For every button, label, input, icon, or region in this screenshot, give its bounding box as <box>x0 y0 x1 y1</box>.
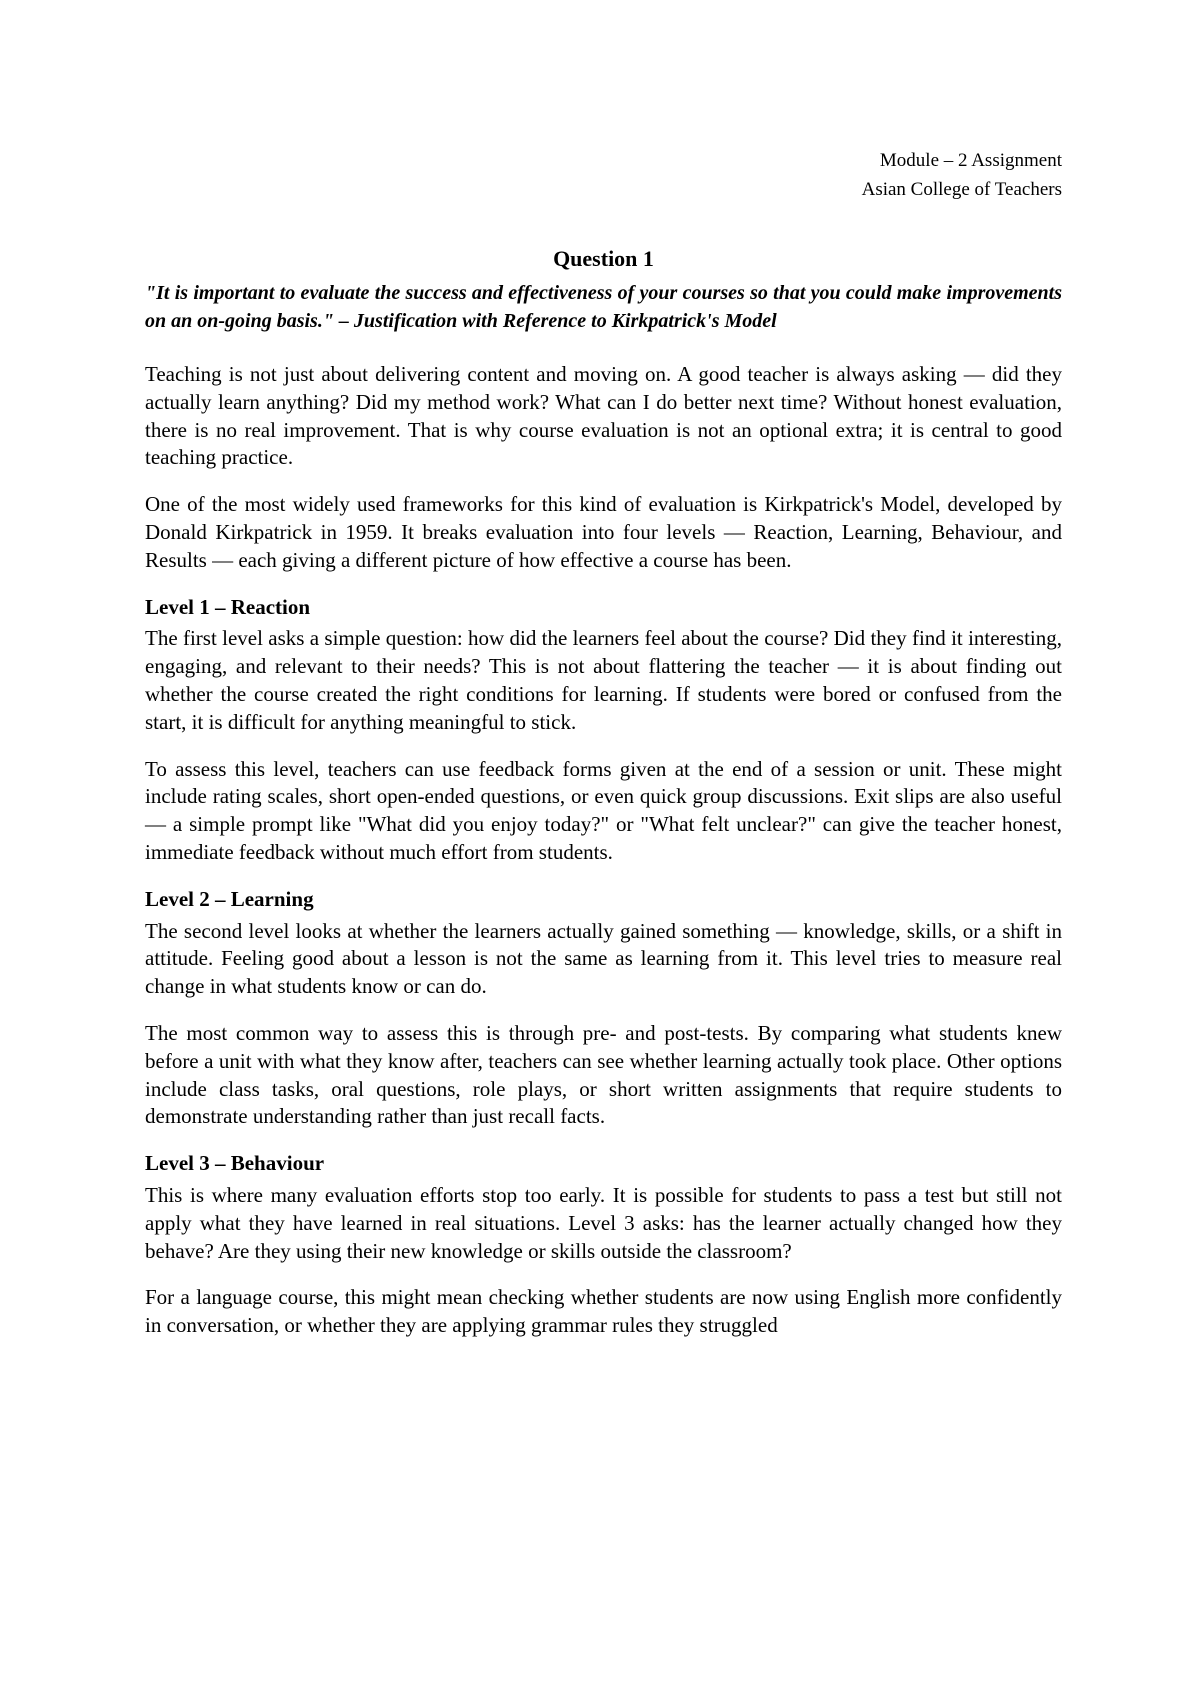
institution-label: Asian College of Teachers <box>861 179 1062 200</box>
question-title: Question 1 <box>553 246 654 271</box>
question-subtitle: "It is important to evaluate the success and effectiveness of your courses so that you could make improvements on an on-going basis." – Justification with Reference to Kirkpatrick's Model <box>145 282 1062 332</box>
document-header <box>862 146 1062 204</box>
level-1-paragraph-1: The first level asks a simple question: how did the learners feel about the course? Did they find it interesting, engaging, and relevant to their needs? This is not about flattering the teacher — it is about finding out whether the course created the right conditions for learning. If students were bored or confused from the start, it is difficult for anything meaningful to stick. <box>145 626 1062 734</box>
intro-paragraph-2: One of the most widely used frameworks for this kind of evaluation is Kirkpatrick's Model, developed by Donald Kirkpatrick in 1959. It breaks evaluation into four levels — Reaction, Learning, Behaviour, and Results — each giving a different picture of how effective a course has been. <box>145 492 1062 572</box>
level-2-heading: Level 2 – Learning <box>145 886 314 911</box>
level-2-paragraph-1: The second level looks at whether the learners actually gained something — knowledge, skills, or a shift in attitude. Feeling good about a lesson is not the same as learning from it. This level tries to measure real change in what students know or can do. <box>145 918 1062 999</box>
level-1-paragraph-2: To assess this level, teachers can use feedback forms given at the end of a session or unit. These might include rating scales, short open-ended questions, or even quick group discussions. Exit slips are also useful — a simple prompt like "What did you enjoy today?" or "What felt unclear?" can give the teacher honest, immediate feedback without much effort from students. <box>145 756 1062 864</box>
level-3-paragraph-1: This is where many evaluation efforts stop too early. It is possible for students to pass a test but still not apply what they have learned in real situations. Level 3 asks: has the learner actually changed how they behave? Are they using their new knowledge or skills outside the classroom? <box>145 1182 1062 1263</box>
level-2-paragraph-2: The most common way to assess this is through pre- and post-tests. By comparing what students knew before a unit with what they know after, teachers can see whether learning actually took place. Other options include class tasks, oral questions, role plays, or short written assignments that require students to demonstrate understanding rather than just recall facts. <box>145 1020 1062 1129</box>
document-body <box>145 245 1062 1359</box>
level-3-heading: Level 3 – Behaviour <box>145 1151 325 1176</box>
intro-paragraph-1: Teaching is not just about delivering content and moving on. A good teacher is always asking — did they actually learn anything? Did my method work? What can I do better next time? Without honest evaluation, there is no real improvement. That is why course evaluation is not an optional extra; it is central to good teaching practice. <box>145 362 1062 470</box>
level-3-paragraph-2: For a language course, this might mean checking whether students are now using English more confidently in conversation, or whether they are applying grammar rules they struggled <box>145 1285 1062 1338</box>
module-label: Module – 2 Assignment <box>879 150 1062 171</box>
level-1-heading: Level 1 – Reaction <box>145 594 311 619</box>
